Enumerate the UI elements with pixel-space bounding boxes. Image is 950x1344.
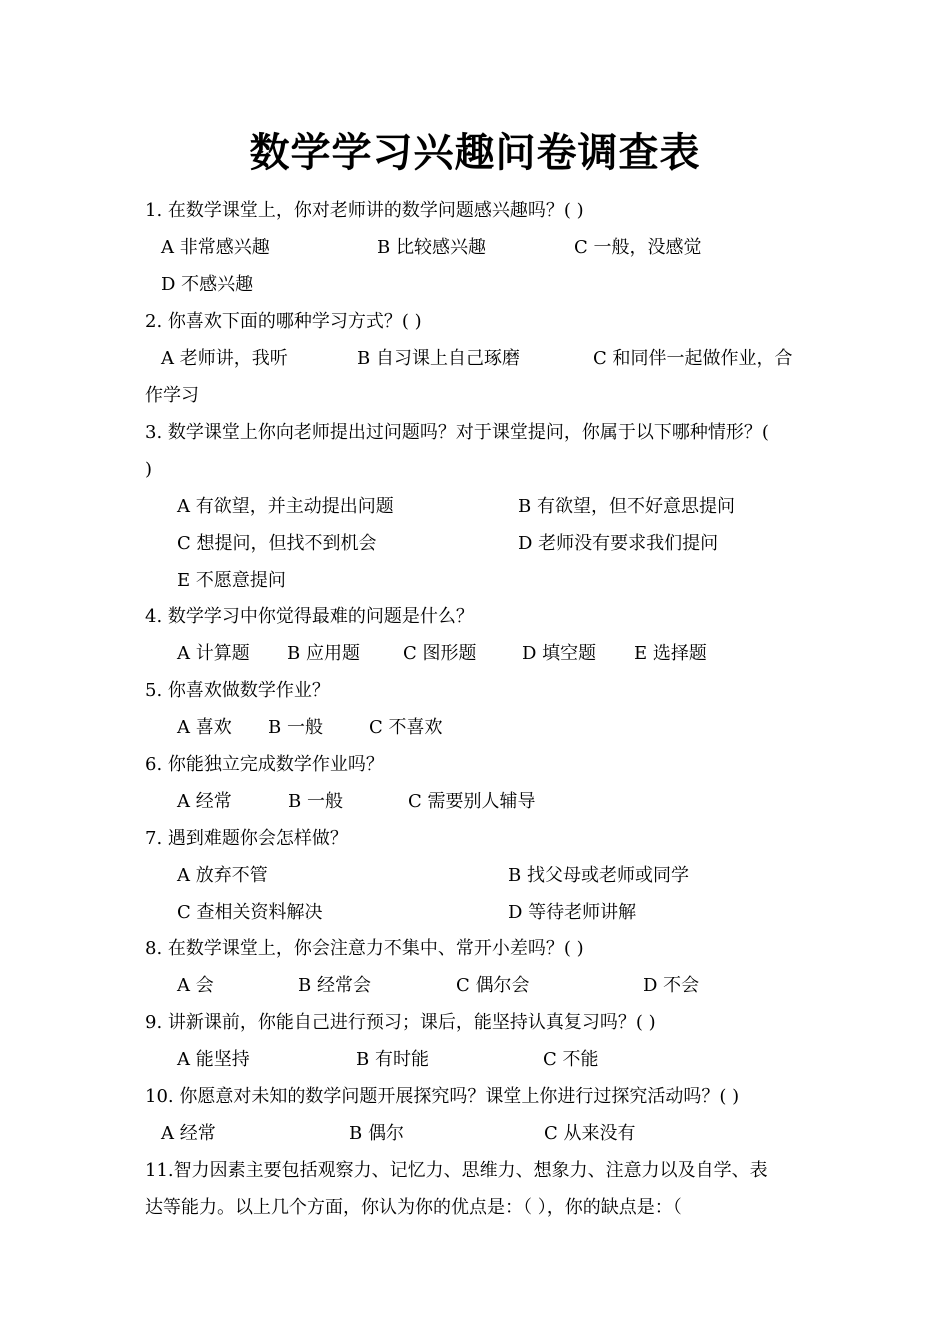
question-1: 1. 在数学课堂上，你对老师讲的数学问题感兴趣吗？( ): [145, 200, 584, 221]
q7-option-c: C 查相关资料解决: [177, 902, 323, 923]
q8-option-a: A 会: [177, 975, 214, 996]
q4-option-a: A 计算题: [177, 643, 250, 664]
q10-option-a: A 经常: [161, 1123, 216, 1144]
q3-option-c: C 想提问，但找不到机会: [177, 533, 377, 554]
question-6: 6. 你能独立完成数学作业吗？: [145, 754, 384, 775]
question-11: 11.智力因素主要包括观察力、记忆力、思维力、想象力、注意力以及自学、表: [145, 1160, 768, 1181]
q10-option-c: C 从来没有: [544, 1123, 636, 1144]
q4-option-e: E 选择题: [634, 643, 707, 664]
q6-option-b: B 一般: [288, 791, 343, 812]
q3-option-d: D 老师没有要求我们提问: [518, 533, 719, 554]
q9-option-c: C 不能: [543, 1049, 599, 1070]
question-7: 7. 遇到难题你会怎样做？: [145, 828, 348, 849]
q10-option-b: B 偶尔: [349, 1123, 404, 1144]
q5-option-c: C 不喜欢: [369, 717, 443, 738]
q6-option-c: C 需要别人辅导: [408, 791, 536, 812]
q4-option-d: D 填空题: [522, 643, 597, 664]
question-5: 5. 你喜欢做数学作业？: [145, 680, 330, 701]
q8-option-c: C 偶尔会: [456, 975, 530, 996]
question-2: 2. 你喜欢下面的哪种学习方式？( ): [145, 311, 422, 332]
q3-option-e: E 不愿意提问: [177, 570, 286, 591]
q5-option-a: A 喜欢: [177, 717, 232, 738]
q2-option-c: C 和同伴一起做作业，合: [593, 348, 793, 369]
q7-option-a: A 放弃不管: [177, 865, 268, 886]
q1-option-d: D 不感兴趣: [161, 274, 254, 295]
q3-option-b: B 有欲望，但不好意思提问: [518, 496, 735, 517]
q9-option-a: A 能坚持: [177, 1049, 250, 1070]
q3-option-a: A 有欲望，并主动提出问题: [177, 496, 394, 517]
document-title: 数学学习兴趣问卷调查表: [249, 129, 701, 176]
q9-option-b: B 有时能: [356, 1049, 429, 1070]
question-3: 3. 数学课堂上你向老师提出过问题吗？对于课堂提问，你属于以下哪种情形？(: [145, 422, 769, 443]
q8-option-d: D 不会: [643, 975, 700, 996]
q2-option-b: B 自习课上自己琢磨: [357, 348, 520, 369]
question-11-wrap: 达等能力。以上几个方面，你认为你的优点是：（ ），你的缺点是：（: [145, 1197, 682, 1218]
question-10: 10. 你愿意对未知的数学问题开展探究吗？课堂上你进行过探究活动吗？( ): [145, 1086, 740, 1107]
q4-option-c: C 图形题: [403, 643, 477, 664]
q2-option-a: A 老师讲，我听: [161, 348, 288, 369]
q4-option-b: B 应用题: [287, 643, 360, 664]
q7-option-d: D 等待老师讲解: [508, 902, 637, 923]
question-8: 8. 在数学课堂上，你会注意力不集中、常开小差吗？( ): [145, 938, 584, 959]
q1-option-c: C 一般，没感觉: [574, 237, 702, 258]
question-4: 4. 数学学习中你觉得最难的问题是什么？: [145, 606, 474, 627]
q6-option-a: A 经常: [177, 791, 232, 812]
question-3-wrap: ): [145, 459, 153, 480]
q1-option-b: B 比较感兴趣: [377, 237, 486, 258]
question-9: 9. 讲新课前，你能自己进行预习；课后，能坚持认真复习吗？( ): [145, 1012, 656, 1033]
q8-option-b: B 经常会: [298, 975, 371, 996]
q1-option-a: A 非常感兴趣: [161, 237, 270, 258]
q2-option-c-wrap: 作学习: [145, 385, 199, 406]
q5-option-b: B 一般: [268, 717, 323, 738]
q7-option-b: B 找父母或老师或同学: [508, 865, 689, 886]
